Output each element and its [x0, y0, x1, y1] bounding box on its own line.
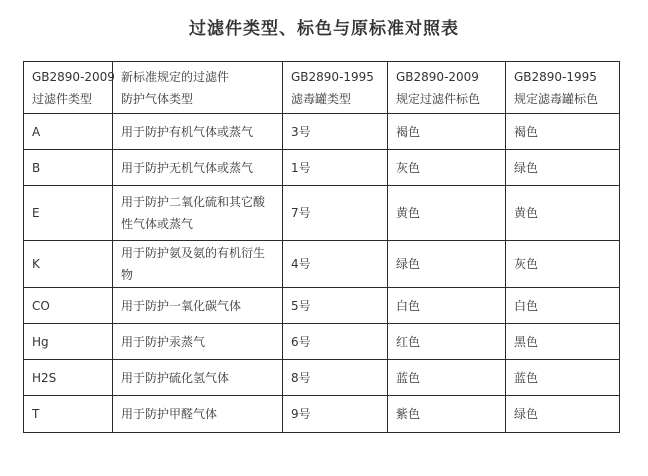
table-row [24, 396, 620, 433]
cell-filter-type: Hg [24, 324, 113, 360]
cell-old-canister-type: 6号 [283, 324, 388, 360]
cell-old-color: 褐色 [506, 114, 620, 150]
table-row [24, 241, 620, 288]
cell-gas-type-line: 性气体或蒸气 [121, 217, 194, 231]
cell-filter-type: K [24, 241, 113, 288]
cell-gas-type [113, 114, 283, 150]
table-row [24, 288, 620, 324]
cell-old-color: 黑色 [506, 324, 620, 360]
cell-old-canister-type: 7号 [283, 186, 388, 241]
cell-new-color: 红色 [388, 324, 506, 360]
cell-filter-type: CO [24, 288, 113, 324]
cell-gas-type [113, 150, 283, 186]
cell-gas-type [113, 360, 283, 396]
table-header-row [24, 62, 620, 114]
cell-new-color: 蓝色 [388, 360, 506, 396]
cell-new-color: 灰色 [388, 150, 506, 186]
table-row [24, 150, 620, 186]
cell-new-color: 紫色 [388, 396, 506, 433]
header-cell-old-canister-type: GB2890-1995 滤毒罐类型 [283, 62, 388, 114]
cell-old-color: 绿色 [506, 150, 620, 186]
comparison-table [23, 61, 620, 433]
cell-old-color: 黄色 [506, 186, 620, 241]
cell-filter-type: T [24, 396, 113, 433]
cell-filter-type: B [24, 150, 113, 186]
cell-gas-type-line: 用于防护汞蒸气 [121, 334, 206, 349]
cell-old-color: 白色 [506, 288, 620, 324]
cell-filter-type: H2S [24, 360, 113, 396]
cell-gas-type [113, 288, 283, 324]
cell-gas-type-line: 用于防护有机气体或蒸气 [121, 124, 254, 139]
cell-new-color: 绿色 [388, 241, 506, 288]
table-row [24, 114, 620, 150]
cell-old-canister-type: 3号 [283, 114, 388, 150]
cell-new-color: 褐色 [388, 114, 506, 150]
cell-filter-type: A [24, 114, 113, 150]
cell-old-canister-type: 9号 [283, 396, 388, 433]
cell-gas-type-line: 用于防护甲醛气体 [121, 407, 218, 421]
cell-gas-type [113, 186, 283, 241]
cell-old-canister-type: 5号 [283, 288, 388, 324]
cell-filter-type: E [24, 186, 113, 241]
table-row [24, 186, 620, 241]
cell-gas-type-line: 用于防护硫化氢气体 [121, 370, 230, 385]
cell-gas-type-line: 物 [121, 268, 134, 282]
header-cell-new-color: GB2890-2009 规定过滤件标色 [388, 62, 506, 114]
cell-gas-type-line: 用于防护二氧化硫和其它酸 [121, 195, 266, 209]
cell-gas-type-line: 用于防护一氧化碳气体 [121, 298, 242, 313]
header-cell-old-color: GB2890-1995 规定滤毒罐标色 [506, 62, 620, 114]
header-cell-filter-type: GB2890-2009 过滤件类型 [24, 62, 113, 114]
cell-new-color: 黄色 [388, 186, 506, 241]
cell-gas-type-line: 用于防护无机气体或蒸气 [121, 160, 254, 175]
cell-old-canister-type: 8号 [283, 360, 388, 396]
table-row [24, 324, 620, 360]
cell-old-color: 灰色 [506, 241, 620, 288]
page-title: 过滤件类型、标色与原标准对照表 [189, 19, 459, 39]
cell-gas-type [113, 396, 283, 433]
cell-new-color: 白色 [388, 288, 506, 324]
cell-gas-type [113, 241, 283, 288]
header-cell-gas-type: 新标准规定的过滤件 防护气体类型 [113, 62, 283, 114]
cell-old-color: 蓝色 [506, 360, 620, 396]
cell-old-canister-type: 4号 [283, 241, 388, 288]
cell-old-color: 绿色 [506, 396, 620, 433]
table-row [24, 360, 620, 396]
cell-old-canister-type: 1号 [283, 150, 388, 186]
cell-gas-type-line: 用于防护氨及氨的有机衍生 [121, 246, 266, 260]
table-body [24, 62, 620, 433]
cell-gas-type [113, 324, 283, 360]
